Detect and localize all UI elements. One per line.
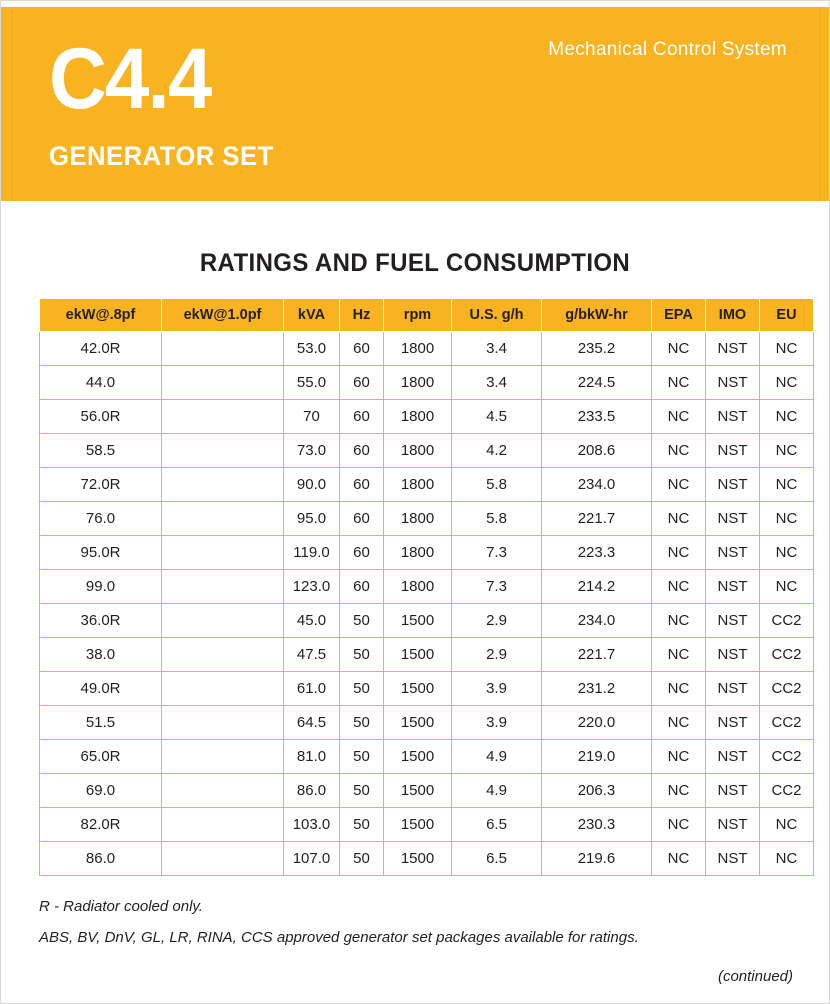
- cell-eu: NC: [760, 400, 814, 434]
- table-row: [40, 468, 814, 502]
- table-row: [40, 332, 814, 366]
- cell-ekw8pf: 72.0R: [40, 468, 162, 502]
- control-system-label: Mechanical Control System: [548, 39, 787, 60]
- cell-imo: NST: [706, 332, 760, 366]
- cell-rpm: 1800: [384, 468, 452, 502]
- cell-imo: NST: [706, 536, 760, 570]
- cell-g-bkw-hr: 231.2: [542, 672, 652, 706]
- footnotes: [39, 898, 793, 985]
- table-row: [40, 672, 814, 706]
- cell-g-bkw-hr: 206.3: [542, 774, 652, 808]
- cell-hz: 50: [340, 672, 384, 706]
- cell-rpm: 1500: [384, 604, 452, 638]
- cell-us-gh: 7.3: [452, 570, 542, 604]
- cell-ekw8pf: 86.0: [40, 842, 162, 876]
- cell-imo: NST: [706, 604, 760, 638]
- table-row: [40, 638, 814, 672]
- cell-us-gh: 2.9: [452, 638, 542, 672]
- table-row: [40, 502, 814, 536]
- cell-kva: 45.0: [284, 604, 340, 638]
- cell-kva: 107.0: [284, 842, 340, 876]
- cell-ekw10pf: [162, 468, 284, 502]
- cell-eu: NC: [760, 468, 814, 502]
- cell-epa: NC: [652, 502, 706, 536]
- column-header-hz: Hz: [340, 299, 384, 332]
- cell-us-gh: 3.9: [452, 706, 542, 740]
- cell-hz: 50: [340, 638, 384, 672]
- cell-ekw10pf: [162, 536, 284, 570]
- section-title: RATINGS AND FUEL CONSUMPTION: [199, 249, 631, 277]
- document-body: [1, 249, 829, 985]
- cell-hz: 60: [340, 536, 384, 570]
- cell-epa: NC: [652, 706, 706, 740]
- cell-ekw8pf: 38.0: [40, 638, 162, 672]
- cell-g-bkw-hr: 223.3: [542, 536, 652, 570]
- cell-us-gh: 6.5: [452, 842, 542, 876]
- cell-g-bkw-hr: 221.7: [542, 638, 652, 672]
- table-row: [40, 808, 814, 842]
- cell-g-bkw-hr: 235.2: [542, 332, 652, 366]
- cell-hz: 60: [340, 332, 384, 366]
- cell-imo: NST: [706, 434, 760, 468]
- cell-us-gh: 4.5: [452, 400, 542, 434]
- table-row: [40, 536, 814, 570]
- table-row: [40, 706, 814, 740]
- table-row: [40, 740, 814, 774]
- cell-kva: 123.0: [284, 570, 340, 604]
- cell-us-gh: 7.3: [452, 536, 542, 570]
- cell-imo: NST: [706, 570, 760, 604]
- cell-g-bkw-hr: 230.3: [542, 808, 652, 842]
- cell-ekw8pf: 76.0: [40, 502, 162, 536]
- column-header-kva: kVA: [284, 299, 340, 332]
- cell-us-gh: 4.2: [452, 434, 542, 468]
- cell-imo: NST: [706, 774, 760, 808]
- column-header-imo: IMO: [706, 299, 760, 332]
- column-header-ekw8pf: ekW@.8pf: [40, 299, 162, 332]
- cell-kva: 90.0: [284, 468, 340, 502]
- cell-ekw8pf: 58.5: [40, 434, 162, 468]
- column-header-epa: EPA: [652, 299, 706, 332]
- page-subtitle: GENERATOR SET: [49, 141, 274, 171]
- cell-g-bkw-hr: 214.2: [542, 570, 652, 604]
- cell-rpm: 1800: [384, 434, 452, 468]
- table-row: [40, 570, 814, 604]
- cell-rpm: 1800: [384, 366, 452, 400]
- cell-epa: NC: [652, 808, 706, 842]
- cell-ekw8pf: 99.0: [40, 570, 162, 604]
- cell-hz: 60: [340, 400, 384, 434]
- cell-kva: 86.0: [284, 774, 340, 808]
- cell-g-bkw-hr: 219.6: [542, 842, 652, 876]
- cell-rpm: 1500: [384, 740, 452, 774]
- table-row: [40, 366, 814, 400]
- cell-hz: 50: [340, 774, 384, 808]
- cell-ekw10pf: [162, 638, 284, 672]
- cell-eu: NC: [760, 842, 814, 876]
- column-header-us-gh: U.S. g/h: [452, 299, 542, 332]
- cell-ekw10pf: [162, 400, 284, 434]
- cell-ekw8pf: 69.0: [40, 774, 162, 808]
- cell-rpm: 1500: [384, 774, 452, 808]
- cell-ekw10pf: [162, 332, 284, 366]
- cell-imo: NST: [706, 468, 760, 502]
- cell-ekw10pf: [162, 366, 284, 400]
- cell-rpm: 1800: [384, 332, 452, 366]
- cell-epa: NC: [652, 536, 706, 570]
- cell-eu: NC: [760, 434, 814, 468]
- cell-eu: CC2: [760, 672, 814, 706]
- table-body: [40, 332, 814, 876]
- cell-imo: NST: [706, 366, 760, 400]
- cell-kva: 55.0: [284, 366, 340, 400]
- cell-epa: NC: [652, 332, 706, 366]
- cell-imo: NST: [706, 808, 760, 842]
- continued-label: (continued): [717, 968, 793, 985]
- cell-imo: NST: [706, 842, 760, 876]
- cell-ekw8pf: 65.0R: [40, 740, 162, 774]
- cell-ekw10pf: [162, 774, 284, 808]
- table-row: [40, 774, 814, 808]
- page-title: C4.4: [49, 31, 211, 127]
- cell-us-gh: 3.4: [452, 332, 542, 366]
- cell-eu: CC2: [760, 774, 814, 808]
- cell-g-bkw-hr: 233.5: [542, 400, 652, 434]
- cell-eu: NC: [760, 332, 814, 366]
- cell-epa: NC: [652, 672, 706, 706]
- cell-hz: 50: [340, 604, 384, 638]
- cell-hz: 50: [340, 808, 384, 842]
- cell-ekw8pf: 95.0R: [40, 536, 162, 570]
- cell-kva: 73.0: [284, 434, 340, 468]
- cell-ekw10pf: [162, 434, 284, 468]
- cell-rpm: 1800: [384, 570, 452, 604]
- cell-hz: 60: [340, 502, 384, 536]
- cell-rpm: 1800: [384, 400, 452, 434]
- cell-ekw10pf: [162, 604, 284, 638]
- cell-g-bkw-hr: 221.7: [542, 502, 652, 536]
- cell-kva: 95.0: [284, 502, 340, 536]
- table-row: [40, 400, 814, 434]
- cell-epa: NC: [652, 604, 706, 638]
- cell-kva: 64.5: [284, 706, 340, 740]
- cell-ekw8pf: 56.0R: [40, 400, 162, 434]
- cell-hz: 50: [340, 842, 384, 876]
- cell-imo: NST: [706, 502, 760, 536]
- cell-g-bkw-hr: 234.0: [542, 604, 652, 638]
- table-row: [40, 434, 814, 468]
- cell-us-gh: 5.8: [452, 502, 542, 536]
- cell-rpm: 1800: [384, 536, 452, 570]
- cell-epa: NC: [652, 434, 706, 468]
- column-header-eu: EU: [760, 299, 814, 332]
- cell-epa: NC: [652, 366, 706, 400]
- cell-ekw8pf: 44.0: [40, 366, 162, 400]
- cell-eu: CC2: [760, 740, 814, 774]
- cell-ekw10pf: [162, 672, 284, 706]
- cell-hz: 60: [340, 468, 384, 502]
- column-header-g-bkw-hr: g/bkW-hr: [542, 299, 652, 332]
- cell-ekw8pf: 51.5: [40, 706, 162, 740]
- ratings-table: [39, 298, 814, 876]
- cell-epa: NC: [652, 774, 706, 808]
- cell-rpm: 1500: [384, 638, 452, 672]
- cell-g-bkw-hr: 224.5: [542, 366, 652, 400]
- cell-eu: NC: [760, 366, 814, 400]
- cell-ekw10pf: [162, 502, 284, 536]
- cell-hz: 50: [340, 706, 384, 740]
- cell-rpm: 1500: [384, 672, 452, 706]
- header-top-rule: [1, 1, 829, 7]
- cell-kva: 81.0: [284, 740, 340, 774]
- table-row: [40, 842, 814, 876]
- cell-epa: NC: [652, 740, 706, 774]
- cell-imo: NST: [706, 706, 760, 740]
- cell-kva: 103.0: [284, 808, 340, 842]
- cell-ekw8pf: 36.0R: [40, 604, 162, 638]
- table-header-row: [40, 299, 814, 332]
- cell-eu: CC2: [760, 638, 814, 672]
- footnote-radiator: R - Radiator cooled only.: [39, 898, 203, 915]
- cell-ekw8pf: 82.0R: [40, 808, 162, 842]
- cell-hz: 60: [340, 570, 384, 604]
- cell-kva: 53.0: [284, 332, 340, 366]
- cell-imo: NST: [706, 740, 760, 774]
- cell-epa: NC: [652, 638, 706, 672]
- cell-us-gh: 2.9: [452, 604, 542, 638]
- cell-us-gh: 3.9: [452, 672, 542, 706]
- cell-eu: NC: [760, 570, 814, 604]
- cell-g-bkw-hr: 219.0: [542, 740, 652, 774]
- cell-kva: 119.0: [284, 536, 340, 570]
- cell-epa: NC: [652, 842, 706, 876]
- cell-eu: NC: [760, 536, 814, 570]
- cell-us-gh: 5.8: [452, 468, 542, 502]
- column-header-rpm: rpm: [384, 299, 452, 332]
- cell-hz: 60: [340, 434, 384, 468]
- cell-ekw8pf: 49.0R: [40, 672, 162, 706]
- footnote-approvals: ABS, BV, DnV, GL, LR, RINA, CCS approved generator set packages available for ratings.: [39, 929, 639, 946]
- cell-epa: NC: [652, 570, 706, 604]
- cell-rpm: 1500: [384, 808, 452, 842]
- cell-ekw10pf: [162, 842, 284, 876]
- document-header: [1, 1, 829, 201]
- cell-us-gh: 3.4: [452, 366, 542, 400]
- table-row: [40, 604, 814, 638]
- cell-hz: 50: [340, 740, 384, 774]
- cell-eu: CC2: [760, 706, 814, 740]
- cell-eu: CC2: [760, 604, 814, 638]
- cell-ekw10pf: [162, 570, 284, 604]
- cell-rpm: 1500: [384, 842, 452, 876]
- cell-us-gh: 4.9: [452, 740, 542, 774]
- cell-imo: NST: [706, 638, 760, 672]
- cell-eu: NC: [760, 502, 814, 536]
- cell-us-gh: 6.5: [452, 808, 542, 842]
- cell-kva: 70: [284, 400, 340, 434]
- cell-epa: NC: [652, 400, 706, 434]
- cell-hz: 60: [340, 366, 384, 400]
- column-header-ekw10pf: ekW@1.0pf: [162, 299, 284, 332]
- cell-ekw8pf: 42.0R: [40, 332, 162, 366]
- cell-g-bkw-hr: 234.0: [542, 468, 652, 502]
- cell-epa: NC: [652, 468, 706, 502]
- cell-eu: NC: [760, 808, 814, 842]
- cell-ekw10pf: [162, 808, 284, 842]
- cell-rpm: 1500: [384, 706, 452, 740]
- cell-imo: NST: [706, 400, 760, 434]
- cell-g-bkw-hr: 220.0: [542, 706, 652, 740]
- cell-us-gh: 4.9: [452, 774, 542, 808]
- cell-kva: 61.0: [284, 672, 340, 706]
- cell-ekw10pf: [162, 740, 284, 774]
- cell-ekw10pf: [162, 706, 284, 740]
- cell-rpm: 1800: [384, 502, 452, 536]
- cell-kva: 47.5: [284, 638, 340, 672]
- cell-g-bkw-hr: 208.6: [542, 434, 652, 468]
- cell-imo: NST: [706, 672, 760, 706]
